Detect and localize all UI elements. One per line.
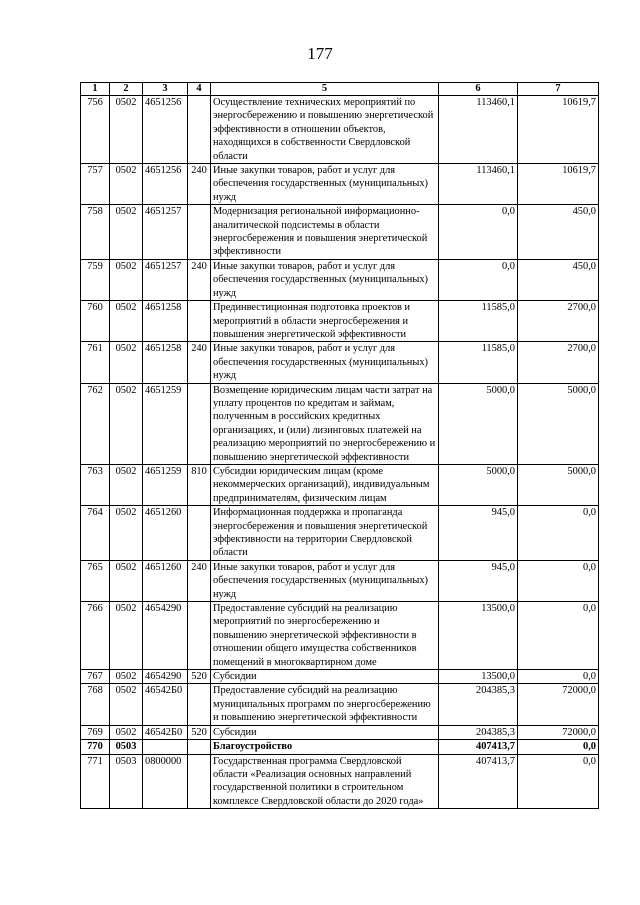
value-col7-cell: 0,0 (518, 506, 599, 561)
value-col7-cell: 2700,0 (518, 301, 599, 342)
item-name-cell: Государственная программа Свердловской области «Реализация основных направлений государственной политики в строительном комплексе Свердловской области до 2020 года» (211, 754, 439, 809)
target-code-cell: 4651258 (143, 301, 188, 342)
table-row (81, 670, 599, 684)
column-header: 4 (188, 83, 211, 96)
table-row (81, 506, 599, 561)
value-col6-cell: 113460,1 (439, 164, 518, 205)
item-name-cell: Иные закупки товаров, работ и услуг для обеспечения государственных (муниципальных) нужд (211, 342, 439, 383)
expense-type-cell (188, 383, 211, 464)
section-code-cell: 0502 (110, 96, 143, 164)
expense-type-cell (188, 754, 211, 809)
value-col6-cell: 407413,7 (439, 740, 518, 754)
row-number-cell: 765 (81, 560, 110, 601)
expense-type-cell: 520 (188, 670, 211, 684)
table-row (81, 96, 599, 164)
section-code-cell: 0502 (110, 670, 143, 684)
section-code-cell: 0502 (110, 684, 143, 725)
value-col6-cell: 0,0 (439, 205, 518, 260)
table-row (81, 754, 599, 809)
row-number-cell: 761 (81, 342, 110, 383)
section-code-cell: 0503 (110, 740, 143, 754)
target-code-cell: 4654290 (143, 602, 188, 670)
row-number-cell: 768 (81, 684, 110, 725)
table-row (81, 560, 599, 601)
value-col7-cell: 10619,7 (518, 164, 599, 205)
row-number-cell: 758 (81, 205, 110, 260)
table-row (81, 205, 599, 260)
item-name-cell: Информационная поддержка и пропаганда энергосбережения и повышения энергетической эффективности на территории Свердловской области (211, 506, 439, 561)
section-code-cell: 0502 (110, 602, 143, 670)
row-number-cell: 771 (81, 754, 110, 809)
item-name-cell: Модернизация региональной информационно-аналитической подсистемы в области энергосбережения и повышения энергетической эффективности (211, 205, 439, 260)
target-code-cell: 4651258 (143, 342, 188, 383)
value-col6-cell: 945,0 (439, 506, 518, 561)
section-code-cell: 0502 (110, 560, 143, 601)
target-code-cell: 4654290 (143, 670, 188, 684)
value-col7-cell: 5000,0 (518, 383, 599, 464)
item-name-cell: Возмещение юридическим лицам части затрат на уплату процентов по кредитам и займам, полученным в российских кредитных организациях, и (или) лизинговых платежей на реализацию мероприятий по энергосбережению и повышению энергетической эффективности (211, 383, 439, 464)
target-code-cell: 4651260 (143, 560, 188, 601)
item-name-cell: Субсидии (211, 725, 439, 739)
value-col7-cell: 450,0 (518, 205, 599, 260)
value-col6-cell: 407413,7 (439, 754, 518, 809)
table-row (81, 164, 599, 205)
expense-type-cell: 520 (188, 725, 211, 739)
target-code-cell: 4651256 (143, 164, 188, 205)
value-col7-cell: 0,0 (518, 754, 599, 809)
value-col6-cell: 0,0 (439, 259, 518, 300)
value-col7-cell: 5000,0 (518, 464, 599, 505)
value-col6-cell: 945,0 (439, 560, 518, 601)
page-number: 177 (307, 44, 333, 63)
section-code-cell: 0502 (110, 506, 143, 561)
section-code-cell: 0502 (110, 725, 143, 739)
expense-type-cell (188, 301, 211, 342)
row-number-cell: 762 (81, 383, 110, 464)
target-code-cell: 4651259 (143, 383, 188, 464)
item-name-cell: Благоустройство (211, 740, 439, 754)
table-row (81, 684, 599, 725)
row-number-cell: 756 (81, 96, 110, 164)
table-header-row (81, 83, 599, 96)
value-col7-cell: 72000,0 (518, 684, 599, 725)
section-code-cell: 0502 (110, 342, 143, 383)
expense-type-cell (188, 205, 211, 260)
row-number-cell: 770 (81, 740, 110, 754)
value-col7-cell: 0,0 (518, 602, 599, 670)
value-col6-cell: 5000,0 (439, 383, 518, 464)
column-header: 1 (81, 83, 110, 96)
item-name-cell: Иные закупки товаров, работ и услуг для обеспечения государственных (муниципальных) нужд (211, 164, 439, 205)
row-number-cell: 766 (81, 602, 110, 670)
row-number-cell: 769 (81, 725, 110, 739)
table-row (81, 301, 599, 342)
item-name-cell: Осуществление технических мероприятий по энергосбережению и повышению энергетической эффективности в отношении объектов, находящихся в собственности Свердловской области (211, 96, 439, 164)
expense-type-cell: 240 (188, 560, 211, 601)
item-name-cell: Прединвестиционная подготовка проектов и мероприятий в области энергосбережения и повышения энергетической эффективности (211, 301, 439, 342)
target-code-cell: 4651257 (143, 259, 188, 300)
value-col7-cell: 10619,7 (518, 96, 599, 164)
target-code-cell: 4651256 (143, 96, 188, 164)
budget-table (80, 82, 599, 809)
table-row (81, 740, 599, 754)
column-header: 5 (211, 83, 439, 96)
row-number-cell: 760 (81, 301, 110, 342)
column-header: 6 (439, 83, 518, 96)
target-code-cell: 4651259 (143, 464, 188, 505)
table-row (81, 342, 599, 383)
row-number-cell: 763 (81, 464, 110, 505)
section-code-cell: 0502 (110, 205, 143, 260)
row-number-cell: 767 (81, 670, 110, 684)
expense-type-cell (188, 96, 211, 164)
item-name-cell: Иные закупки товаров, работ и услуг для обеспечения государственных (муниципальных) нужд (211, 560, 439, 601)
value-col6-cell: 204385,3 (439, 684, 518, 725)
table-row (81, 383, 599, 464)
value-col6-cell: 204385,3 (439, 725, 518, 739)
value-col7-cell: 2700,0 (518, 342, 599, 383)
item-name-cell: Субсидии юридическим лицам (кроме некоммерческих организаций), индивидуальным предпринимателям, физическим лицам (211, 464, 439, 505)
section-code-cell: 0502 (110, 383, 143, 464)
column-header: 3 (143, 83, 188, 96)
table-row (81, 725, 599, 739)
expense-type-cell (188, 684, 211, 725)
expense-type-cell: 240 (188, 259, 211, 300)
value-col7-cell: 0,0 (518, 560, 599, 601)
value-col6-cell: 13500,0 (439, 602, 518, 670)
item-name-cell: Субсидии (211, 670, 439, 684)
section-code-cell: 0503 (110, 754, 143, 809)
target-code-cell: 4651257 (143, 205, 188, 260)
section-code-cell: 0502 (110, 259, 143, 300)
expense-type-cell: 240 (188, 164, 211, 205)
value-col7-cell: 0,0 (518, 740, 599, 754)
value-col7-cell: 450,0 (518, 259, 599, 300)
column-header: 7 (518, 83, 599, 96)
table-row (81, 602, 599, 670)
table-row (81, 464, 599, 505)
expense-type-cell (188, 740, 211, 754)
expense-type-cell (188, 602, 211, 670)
item-name-cell: Предоставление субсидий на реализацию муниципальных программ по энергосбережению и повышению энергетической эффективности (211, 684, 439, 725)
target-code-cell: 4651260 (143, 506, 188, 561)
item-name-cell: Иные закупки товаров, работ и услуг для обеспечения государственных (муниципальных) нужд (211, 259, 439, 300)
section-code-cell: 0502 (110, 464, 143, 505)
value-col6-cell: 5000,0 (439, 464, 518, 505)
table-row (81, 259, 599, 300)
row-number-cell: 764 (81, 506, 110, 561)
value-col7-cell: 0,0 (518, 670, 599, 684)
value-col6-cell: 113460,1 (439, 96, 518, 164)
value-col6-cell: 11585,0 (439, 301, 518, 342)
row-number-cell: 757 (81, 164, 110, 205)
value-col6-cell: 13500,0 (439, 670, 518, 684)
expense-type-cell (188, 506, 211, 561)
section-code-cell: 0502 (110, 164, 143, 205)
section-code-cell: 0502 (110, 301, 143, 342)
target-code-cell (143, 740, 188, 754)
target-code-cell: 0800000 (143, 754, 188, 809)
value-col7-cell: 72000,0 (518, 725, 599, 739)
expense-type-cell: 810 (188, 464, 211, 505)
target-code-cell: 46542Б0 (143, 684, 188, 725)
target-code-cell: 46542Б0 (143, 725, 188, 739)
row-number-cell: 759 (81, 259, 110, 300)
expense-type-cell: 240 (188, 342, 211, 383)
column-header: 2 (110, 83, 143, 96)
value-col6-cell: 11585,0 (439, 342, 518, 383)
item-name-cell: Предоставление субсидий на реализацию мероприятий по энергосбережению и повышению энергетической эффективности в отношении общего имущества собственников помещений в многоквартирном доме (211, 602, 439, 670)
